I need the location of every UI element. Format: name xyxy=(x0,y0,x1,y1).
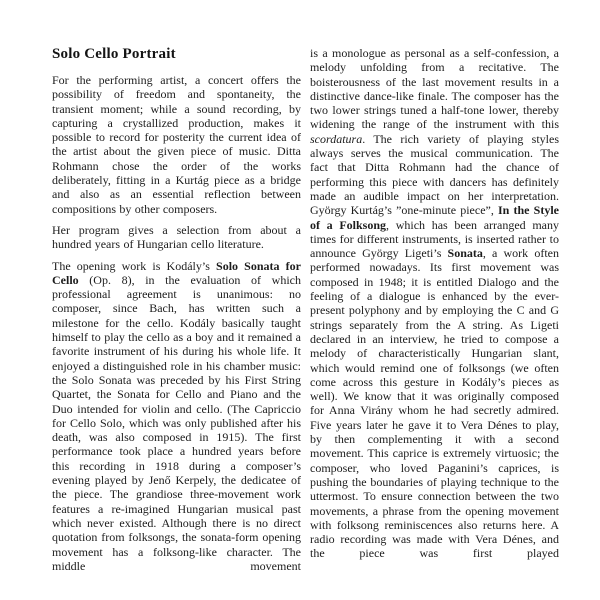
text-segment-normal: . The rich variety of playing styles always serves the musical communication. The fact that Ditta Rohmann had the chance of performing this piece with dancers has definitely made an audible impact on her interpretation. György Kurtág’s ”one-minute piece”, xyxy=(310,131,559,218)
text-segment-bold: Solo Sonata for Cello xyxy=(52,258,301,287)
paragraph xyxy=(52,223,301,252)
paragraph xyxy=(310,46,559,561)
right-column-text xyxy=(310,46,559,561)
text-segment-bold: Sonata xyxy=(447,246,483,261)
left-column xyxy=(52,46,301,600)
text-segment-normal: , a work often performed nowadays. Its first movement was composed in 1948; it is entitled Dialogo and the feeling of a dialogue is enhanced by the ever-present polyphony and by employing the C and G strings separately from the A string. As Ligeti declared in an interview, he tried to compose a melody of characteristically Hungarian slant, which would remind one of folksongs (we often come across this gesture in Kodály’s pieces as well). We know that it was originally composed for Anna Virány whom he had secretly admired. Five years later he gave it to Vera Dénes to play, by then complementing it with a second movement. This caprice is extremely virtuosic; the composer, who loved Paganini’s caprices, is pushing the boundaries of playing technique to the uttermost. To ensure connection between the two movements, a phrase from the opening movement with folksong reminiscences also returns here. A radio recording was made with Vera Dénes, and the piece was first played xyxy=(310,246,559,561)
paragraph xyxy=(52,73,301,216)
left-column-text xyxy=(52,73,301,573)
text-segment-italic: scordatura xyxy=(310,131,363,146)
page-title: Solo Cello Portrait xyxy=(52,46,176,62)
text-segment-normal: Her program gives a selection from about a hundred years of Hungarian cello literature. xyxy=(52,222,301,252)
text-segment-bold: In the Style of a Folksong xyxy=(310,203,559,232)
paragraph xyxy=(52,259,301,574)
text-segment-normal: is a monologue as personal as a self-confession, a melody unfolding from a recitative. The boisterousness of the last movement results in a distinctive dance-like finale. The composer has the two lower strings tuned a half-tone lower, thereby widening the range of the instrument with this xyxy=(310,46,559,132)
text-segment-normal: , which has been arranged many times for different instruments, is inserted rather to announce György Ligeti’s xyxy=(310,217,559,261)
text-segment-normal: The opening work is Kodály’s xyxy=(52,258,217,273)
text-segment-normal: For the performing artist, a concert offers the possibility of freedom and spontaneity, the transient moment; while a sound recording, by capturing a crystallized production, makes it possible to record for posterity the current idea of the artist about the given piece of music. Ditta Rohmann chose the order of the works deliberately, fitting in a Kurtág piece as a bridge and also as an essential reflection between compositions by other composers. xyxy=(52,73,301,216)
text-segment-normal: (Op. 8), in the evaluation of which professional agreement is unanimous: no composer, since Bach, has written such a milestone for the cello. Kodály basically taught himself to play the cello as a boy and it remained a favorite instrument of his during his whole life. It enjoyed a distinguished role in his chamber music: the Solo Sonata was preceded by his First String Quartet, the Sonata for Cello and Piano and the Duo intended for violin and cello. (The Capriccio for Cello Solo, which was only published after his death, was also composed in 1915). The first performance took place a hundred years before this recording in 1918 during a composer’s evening played by Jenő Kerpely, the dedicatee of the piece. The grandiose three-movement work features a re-imagined Hungarian musical past which never existed. Although there is no direct quotation from folksongs, the sonata-form opening movement has a folksong-like character. The middle movement xyxy=(52,272,301,573)
right-column xyxy=(310,46,559,600)
